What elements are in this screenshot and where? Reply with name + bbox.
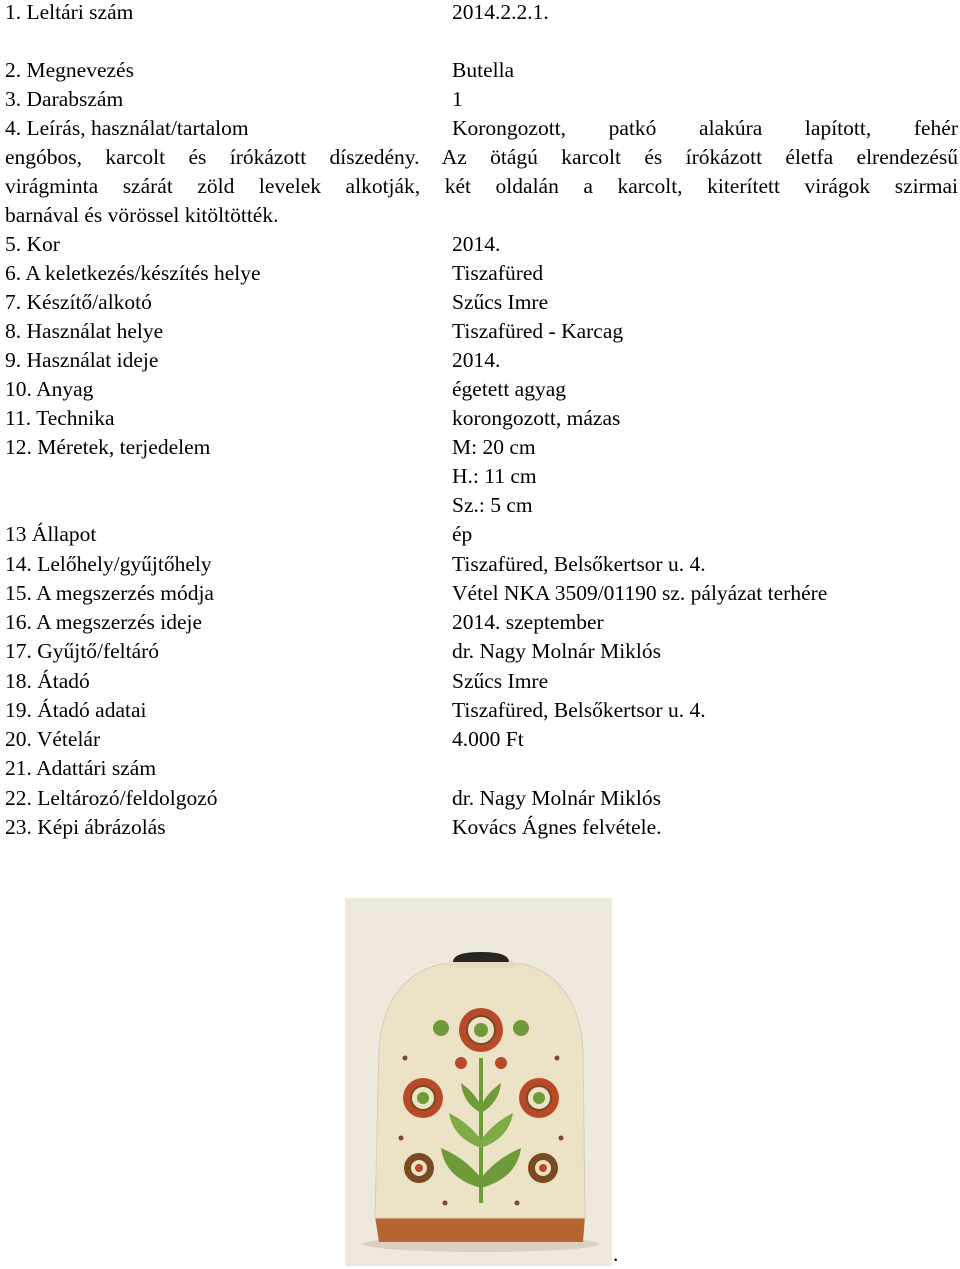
field-label: 21. Adattári szám [5, 756, 157, 780]
field-value: Butella [452, 58, 515, 82]
field-label: 23. Képi ábrázolás [5, 815, 166, 839]
field-label: 3. Darabszám [5, 87, 124, 111]
description-line: virágminta szárát zöld levelek alkotják, két oldalán a karcolt, kiterített virágok szirmai [5, 174, 958, 198]
butella-photo [345, 898, 612, 1266]
field-value: ép [452, 522, 473, 546]
field-value: 2014. [452, 232, 501, 256]
field-label: 11. Technika [5, 406, 115, 430]
description-line: barnával és vörössel kitöltötték. [5, 203, 279, 227]
field-label: 9. Használat ideje [5, 348, 159, 372]
field-value: 1 [452, 87, 463, 111]
field-label: 13 Állapot [5, 522, 97, 546]
field-label: 22. Leltározó/feldolgozó [5, 786, 218, 810]
field-label: 16. A megszerzés ideje [5, 610, 203, 634]
field-value: 2014.2.2.1. [452, 0, 549, 24]
field-value: Tiszafüred, Belsőkertsor u. 4. [452, 698, 706, 722]
field-value: 2014. szeptember [452, 610, 604, 634]
field-value: égetett agyag [452, 377, 567, 401]
field-value: Kovács Ágnes felvétele. [452, 815, 662, 839]
description-line: Korongozott, patkó alakúra lapított, fehér [452, 116, 958, 140]
field-label: 14. Lelőhely/gyűjtőhely [5, 552, 212, 576]
field-value: dr. Nagy Molnár Miklós [452, 786, 662, 810]
field-label: 4. Leírás, használat/tartalom [5, 116, 249, 140]
field-value: Vétel NKA 3509/01190 sz. pályázat terhére [452, 581, 828, 605]
field-label: 20. Vételár [5, 727, 101, 751]
field-value: Tiszafüred - Karcag [452, 319, 624, 343]
field-value: Szűcs Imre [452, 290, 549, 314]
field-value: 2014. [452, 348, 501, 372]
field-label: 1. Leltári szám [5, 0, 134, 24]
field-label: 2. Megnevezés [5, 58, 134, 82]
description-paragraph [5, 114, 958, 230]
field-value: 4.000 Ft [452, 727, 524, 751]
field-label: 7. Készítő/alkotó [5, 290, 152, 314]
field-label: 12. Méretek, terjedelem [5, 435, 211, 459]
field-value: korongozott, mázas [452, 406, 621, 430]
trailing-period: . [613, 1242, 619, 1266]
field-label: 8. Használat helye [5, 319, 164, 343]
field-label: 10. Anyag [5, 377, 94, 401]
field-label: 6. A keletkezés/készítés helye [5, 261, 261, 285]
description-line: engóbos, karcolt és írókázott díszedény. Az ötágú karcolt és írókázott életfa elrendezésű [5, 145, 958, 169]
field-value: M: 20 cm [452, 435, 536, 459]
field-value: Szűcs Imre [452, 669, 549, 693]
field-label: 19. Átadó adatai [5, 698, 147, 722]
field-value: Tiszafüred, Belsőkertsor u. 4. [452, 552, 706, 576]
field-value: Sz.: 5 cm [452, 493, 533, 517]
field-label: 5. Kor [5, 232, 60, 256]
field-value: H.: 11 cm [452, 464, 537, 488]
field-label: 15. A megszerzés módja [5, 581, 214, 605]
field-value: dr. Nagy Molnár Miklós [452, 639, 662, 663]
field-value: Tiszafüred [452, 261, 544, 285]
field-label: 18. Átadó [5, 669, 90, 693]
field-label: 17. Gyűjtő/feltáró [5, 639, 160, 663]
